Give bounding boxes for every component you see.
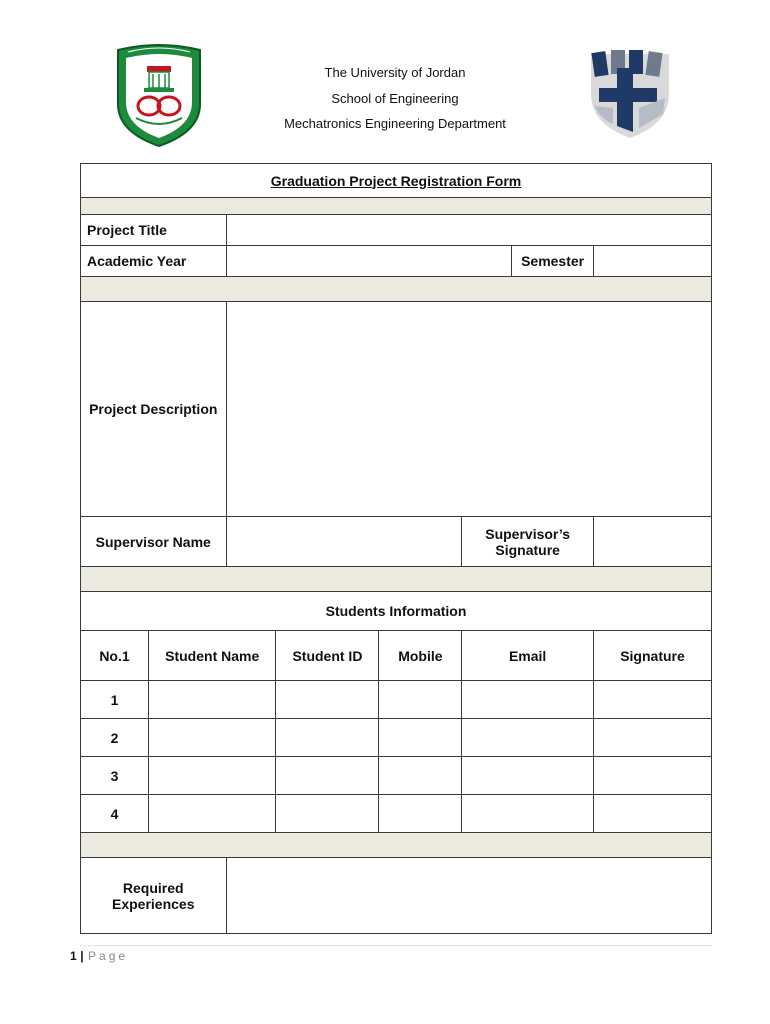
page-number: 1	[70, 949, 78, 963]
student-row-number: 4	[81, 795, 149, 833]
university-name: The University of Jordan	[324, 65, 466, 80]
student-signature-field[interactable]	[594, 757, 712, 795]
form-title: Graduation Project Registration Form	[81, 164, 712, 198]
student-row-number: 3	[81, 757, 149, 795]
student-name-field[interactable]	[148, 681, 275, 719]
student-mobile-field[interactable]	[379, 681, 462, 719]
student-signature-field[interactable]	[594, 681, 712, 719]
shaded-divider	[81, 198, 712, 215]
shaded-divider	[81, 567, 712, 592]
academic-year-field[interactable]	[226, 246, 512, 277]
student-name-field[interactable]	[148, 719, 275, 757]
page-word: Page	[88, 949, 129, 963]
student-mobile-field[interactable]	[379, 757, 462, 795]
student-name-field[interactable]	[148, 795, 275, 833]
registration-form-table	[80, 163, 712, 934]
project-description-label: Project Description	[81, 302, 227, 517]
school-name: School of Engineering	[331, 90, 459, 106]
header-text-block	[220, 60, 570, 137]
student-email-field[interactable]	[462, 681, 594, 719]
supervisor-signature-label: Supervisor’s Signature	[462, 517, 594, 567]
column-header-signature: Signature	[594, 631, 712, 681]
page-footer	[70, 949, 128, 963]
student-email-field[interactable]	[462, 757, 594, 795]
student-mobile-field[interactable]	[379, 795, 462, 833]
required-experiences-field[interactable]	[226, 858, 712, 934]
student-mobile-field[interactable]	[379, 719, 462, 757]
shaded-divider	[81, 833, 712, 858]
column-header-student-id: Student ID	[276, 631, 379, 681]
project-title-label: Project Title	[81, 215, 227, 246]
student-id-field[interactable]	[276, 757, 379, 795]
project-title-field[interactable]	[226, 215, 712, 246]
footer-divider	[80, 945, 712, 946]
students-information-title: Students Information	[81, 592, 712, 631]
engineering-school-shield-icon	[587, 48, 673, 140]
student-id-field[interactable]	[276, 795, 379, 833]
column-header-student-name: Student Name	[148, 631, 275, 681]
project-description-field[interactable]	[226, 302, 712, 517]
column-header-mobile: Mobile	[379, 631, 462, 681]
academic-year-label: Academic Year	[81, 246, 227, 277]
supervisor-name-field[interactable]	[226, 517, 462, 567]
department-name: Mechatronics Engineering Department	[284, 116, 506, 131]
student-email-field[interactable]	[462, 795, 594, 833]
student-row-number: 1	[81, 681, 149, 719]
student-row	[81, 681, 712, 719]
student-signature-field[interactable]	[594, 795, 712, 833]
university-of-jordan-crest-icon	[114, 44, 204, 148]
footer-separator: |	[80, 949, 85, 963]
student-row	[81, 719, 712, 757]
student-id-field[interactable]	[276, 681, 379, 719]
semester-label: Semester	[512, 246, 594, 277]
supervisor-signature-field[interactable]	[594, 517, 712, 567]
student-row-number: 2	[81, 719, 149, 757]
shaded-divider	[81, 277, 712, 302]
document-header	[0, 0, 770, 160]
student-email-field[interactable]	[462, 719, 594, 757]
required-experiences-label: Required Experiences	[81, 858, 227, 934]
column-header-email: Email	[462, 631, 594, 681]
column-header-no: No.1	[81, 631, 149, 681]
semester-field[interactable]	[594, 246, 712, 277]
student-name-field[interactable]	[148, 757, 275, 795]
student-row	[81, 795, 712, 833]
student-row	[81, 757, 712, 795]
student-signature-field[interactable]	[594, 719, 712, 757]
student-id-field[interactable]	[276, 719, 379, 757]
supervisor-name-label: Supervisor Name	[81, 517, 227, 567]
